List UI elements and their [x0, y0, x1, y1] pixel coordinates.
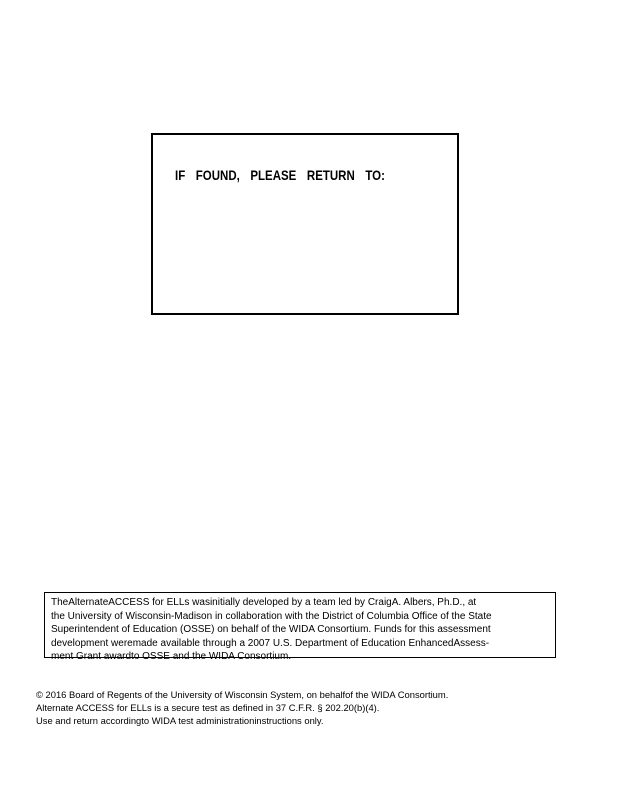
return-word: RETURN: [306, 167, 355, 183]
credit-line: the University of Wisconsin-Madison in collaboration with the District of Columbia Office of the State: [51, 610, 492, 622]
return-word: PLEASE: [250, 167, 297, 183]
return-address-box: [151, 133, 459, 315]
secure-test-line: Alternate ACCESS for ELLs is a secure test as defined in 37 C.F.R. § 202.20(b)(4).: [36, 701, 380, 713]
credit-line: ment Grant awardto OSSE and the WIDA Consortium.: [51, 651, 292, 663]
return-word: FOUND,: [195, 167, 240, 183]
development-credit-box: [44, 592, 556, 663]
credit-line: TheAlternateACCESS for ELLs wasinitially developed by a team led by CraigA. Albers, Ph.D., at: [51, 597, 477, 608]
copyright-line: © 2016 Board of Regents of the University of Wisconsin System, on behalfof the WIDA Consortium.: [36, 689, 449, 700]
credit-line: Superintendent of Education (OSSE) on behalf of the WIDA Consortium. Funds for this assessment: [51, 624, 491, 636]
return-instruction: [175, 167, 385, 183]
credit-line: development weremade available through a 2007 U.S. Department of Education EnhancedAssess-: [51, 637, 490, 649]
return-word: TO:: [365, 167, 385, 183]
copyright-footer: [36, 689, 596, 727]
return-word: IF: [175, 167, 186, 183]
usage-line: Use and return accordingto WIDA test administrationinstructions only.: [36, 714, 324, 726]
